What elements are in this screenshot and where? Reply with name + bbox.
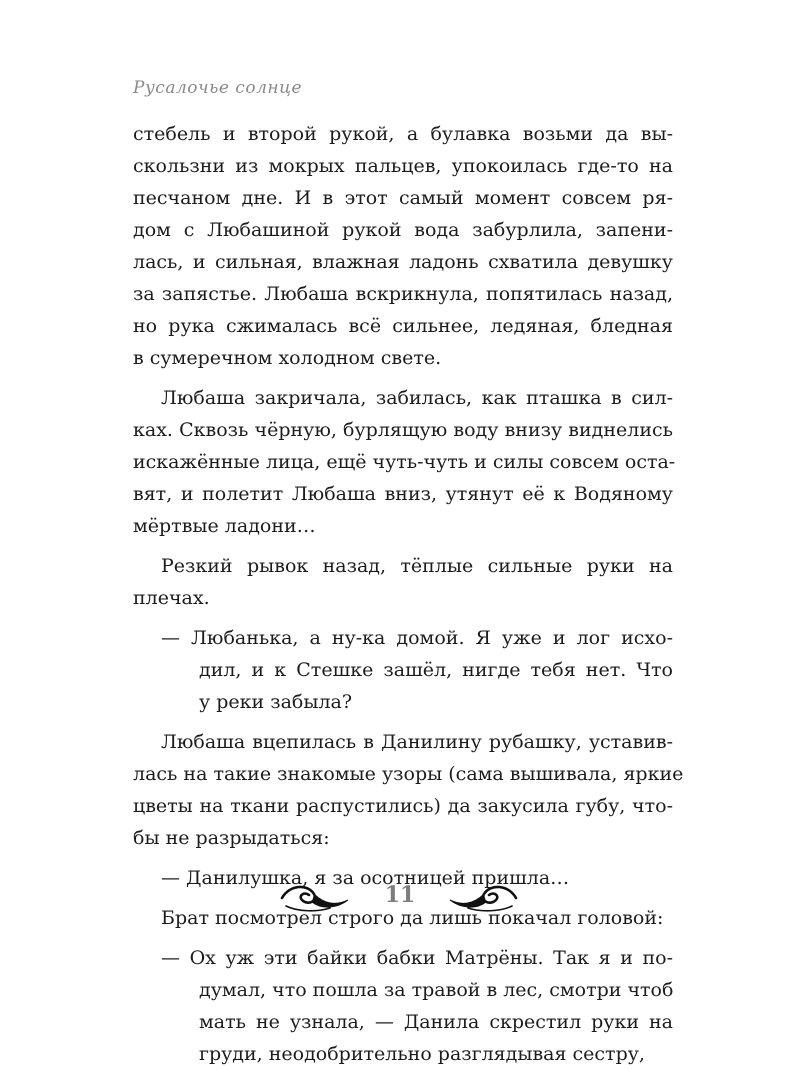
text-line: груди, неодобрительно разглядывая сестру, <box>199 1043 645 1065</box>
paragraph-gap <box>133 934 673 942</box>
text-line: — Любанька, а ну-ка домой. Я уже и лог исхо- <box>161 627 673 649</box>
text-line: но рука сжималась всё сильнее, ледяная, бледная <box>133 315 673 337</box>
text-line: мать не узнала, — Данила скрестил руки на <box>199 1011 673 1033</box>
text-line: Резкий рывок назад, тёплые сильные руки на <box>161 555 673 577</box>
text-line: Любаша закричала, забилась, как пташка в сил- <box>161 387 673 409</box>
text-line: лась, и сильная, влажная ладонь схватила девушку <box>133 251 673 273</box>
text-line: песчаном дне. И в этот самый момент совсем ря- <box>133 187 673 209</box>
text-line: бы не разрыдаться: <box>133 827 330 849</box>
text-line: у реки забыла? <box>199 691 353 713</box>
text-line: в сумеречном холодном свете. <box>133 347 442 369</box>
text-line: стебель и второй рукой, а булавка возьми да вы- <box>133 123 673 145</box>
text-line: — Ох уж эти байки бабки Матрёны. Так я и по- <box>161 947 673 969</box>
text-line: цветы на ткани распустились) да закусила губу, что- <box>133 795 673 817</box>
running-head: Русалочье солнце <box>133 78 303 98</box>
paragraph-gap <box>133 542 673 550</box>
text-line: мёртвые ладони… <box>133 515 316 537</box>
text-line: за запястье. Любаша вскрикнула, попятилась назад, <box>133 283 673 305</box>
text-line: Любаша вцепилась в Данилину рубашку, уставив- <box>161 731 673 753</box>
page-footer <box>0 872 800 922</box>
text-line: скользни из мокрых пальцев, упокоилась где-то на <box>133 155 673 177</box>
page-number: 11 <box>384 882 416 908</box>
text-line: плечах. <box>133 587 210 609</box>
paragraph-gap <box>133 374 673 382</box>
paragraph-gap <box>133 718 673 726</box>
text-line: ках. Сквозь чёрную, бурлящую воду внизу виднелись <box>133 419 673 441</box>
text-line: — Данилушка, я за осотницей пришла… <box>161 867 570 889</box>
text-line: вят, и полетит Любаша вниз, утянут её к Водяному <box>133 483 673 505</box>
text-line: Брат посмотрел строго да лишь покачал головой: <box>161 907 664 929</box>
text-line: дом с Любашиной рукой вода забурлила, запени- <box>133 219 673 241</box>
paragraph-gap <box>133 614 673 622</box>
flourish-left-icon <box>278 878 350 914</box>
text-line: думал, что пошла за травой в лес, смотри чтоб <box>199 979 674 1001</box>
text-line: лась на такие знакомые узоры (сама вышивала, яркие <box>133 763 684 785</box>
text-line: дил, и к Стешке зашёл, нигде тебя нет. Что <box>199 659 673 681</box>
body-text <box>133 118 684 1070</box>
flourish-right-icon <box>448 878 520 914</box>
text-line: искажённые лица, ещё чуть-чуть и силы совсем оста- <box>133 451 676 473</box>
paragraph-gap <box>133 854 673 862</box>
